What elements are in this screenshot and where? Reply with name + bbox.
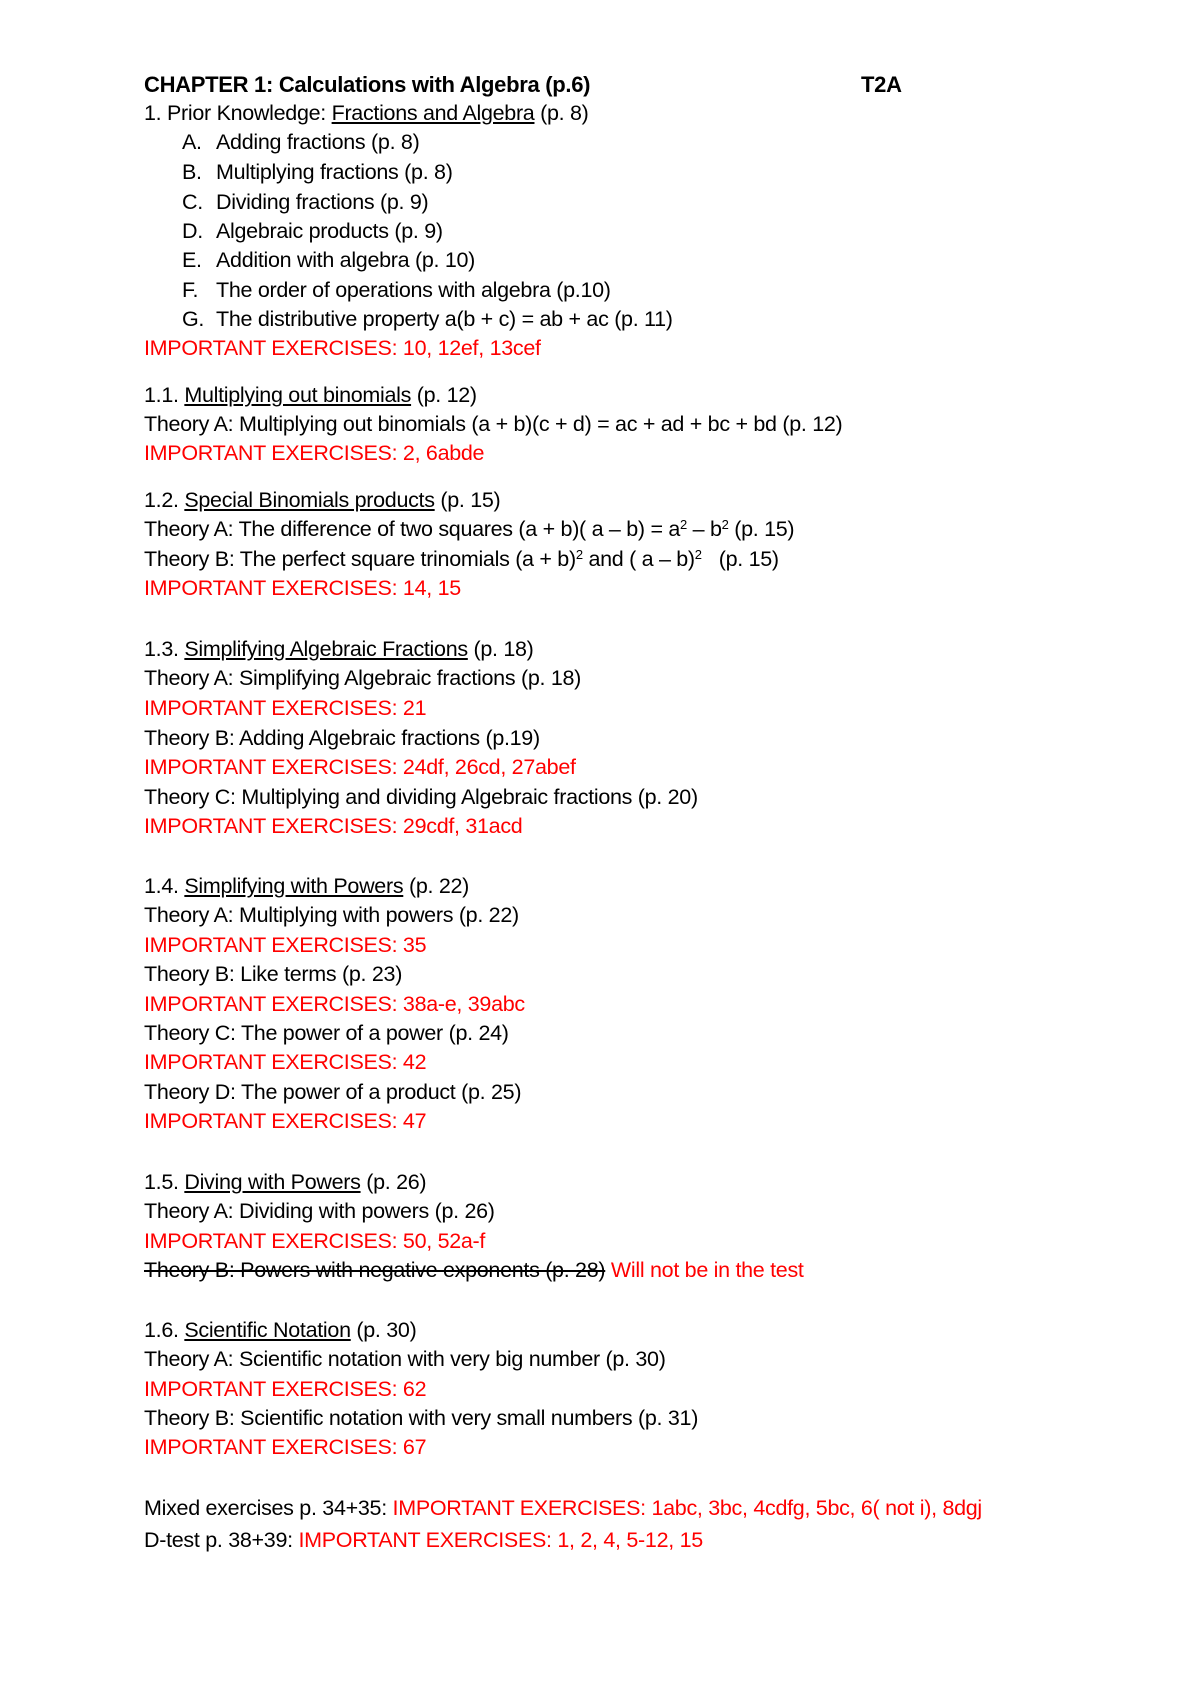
important-exercises: IMPORTANT EXERCISES: 67 xyxy=(144,1435,427,1459)
important-exercises: IMPORTANT EXERCISES: 38a-e, 39abc xyxy=(144,992,525,1016)
prior-knowledge-heading xyxy=(144,101,589,127)
section-heading-1-3 xyxy=(144,637,534,663)
list-letter: G. xyxy=(182,307,205,331)
theory-line: Theory A: Multiplying out binomials (a + b)(c + d) = ac + ad + bc + bd (p. 12) xyxy=(144,412,843,436)
important-exercises: IMPORTANT EXERCISES: 1, 2, 4, 5-12, 15 xyxy=(298,1528,703,1552)
exponent: 2 xyxy=(575,547,583,562)
important-exercises: IMPORTANT EXERCISES: 62 xyxy=(144,1377,427,1401)
list-letter: C. xyxy=(182,190,203,214)
exponent: 2 xyxy=(721,517,729,532)
section-title: Special Binomials products xyxy=(184,488,435,512)
theory-line: Theory A: Multiplying with powers (p. 22) xyxy=(144,903,519,927)
not-in-test-note: Will not be in the test xyxy=(605,1258,804,1282)
theory-line xyxy=(144,517,794,543)
prior-knowledge-page: (p. 8) xyxy=(534,101,589,125)
section-page: (p. 15) xyxy=(434,488,501,512)
important-exercises: IMPORTANT EXERCISES: 35 xyxy=(144,933,427,957)
exponent: 2 xyxy=(694,547,702,562)
d-test-line xyxy=(144,1528,703,1554)
theory-line: Theory A: Simplifying Algebraic fractions (p. 18) xyxy=(144,666,582,690)
section-heading-1-1 xyxy=(144,383,477,409)
section-heading-1-4 xyxy=(144,874,469,900)
section-page: (p. 26) xyxy=(360,1170,427,1194)
theory-line: Theory B: Adding Algebraic fractions (p.19) xyxy=(144,726,540,750)
theory-text: Theory B: The perfect square trinomials (a + b) xyxy=(144,547,576,571)
section-number: 1.1. xyxy=(144,383,185,407)
list-text: Dividing fractions (p. 9) xyxy=(216,190,429,214)
important-exercises: IMPORTANT EXERCISES: 29cdf, 31acd xyxy=(144,814,523,838)
theory-text: Theory A: The difference of two squares (a + b)( a – b) = a xyxy=(144,517,681,541)
list-text: The distributive property a(b + c) = ab + ac (p. 11) xyxy=(216,307,673,331)
theory-text: and ( a – b) xyxy=(582,547,695,571)
section-page: (p. 12) xyxy=(411,383,477,407)
list-text: Algebraic products (p. 9) xyxy=(216,219,443,243)
section-page: (p. 22) xyxy=(403,874,469,898)
important-exercises: IMPORTANT EXERCISES: 47 xyxy=(144,1109,427,1133)
d-test-label: D-test p. 38+39: xyxy=(144,1528,299,1552)
theory-line: Theory C: The power of a power (p. 24) xyxy=(144,1021,509,1045)
prior-knowledge-title: Fractions and Algebra xyxy=(331,101,535,125)
mixed-exercises-line xyxy=(144,1496,982,1522)
section-page: (p. 30) xyxy=(350,1318,417,1342)
theory-line: Theory A: Scientific notation with very big number (p. 30) xyxy=(144,1347,666,1371)
list-text: The order of operations with algebra (p.10) xyxy=(216,278,611,302)
section-heading-1-6 xyxy=(144,1318,416,1344)
theory-line xyxy=(144,547,779,573)
list-item xyxy=(182,219,443,245)
section-page: (p. 18) xyxy=(467,637,534,661)
list-item xyxy=(182,307,673,333)
list-letter: F. xyxy=(182,278,199,302)
list-text: Multiplying fractions (p. 8) xyxy=(216,160,453,184)
important-exercises: IMPORTANT EXERCISES: 21 xyxy=(144,696,427,720)
list-letter: B. xyxy=(182,160,202,184)
list-text: Adding fractions (p. 8) xyxy=(216,130,420,154)
section-heading-1-2 xyxy=(144,488,500,514)
list-letter: E. xyxy=(182,248,202,272)
section-number: 1.3. xyxy=(144,637,185,661)
important-exercises: IMPORTANT EXERCISES: 2, 6abde xyxy=(144,441,485,465)
important-exercises: IMPORTANT EXERCISES: 24df, 26cd, 27abef xyxy=(144,755,576,779)
theory-text: (p. 15) xyxy=(701,547,779,571)
theory-line: Theory B: Like terms (p. 23) xyxy=(144,962,403,986)
theory-text: (p. 15) xyxy=(728,517,795,541)
exponent: 2 xyxy=(680,517,687,532)
important-exercises: IMPORTANT EXERCISES: 1abc, 3bc, 4cdfg, 5bc, 6( not i), 8dgj xyxy=(392,1496,982,1520)
section-title: Multiplying out binomials xyxy=(184,383,412,407)
list-item xyxy=(182,278,611,304)
section-number: 1.2. xyxy=(144,488,185,512)
section-heading-1-5 xyxy=(144,1170,426,1196)
chapter-header xyxy=(144,72,1144,99)
list-letter: A. xyxy=(182,130,202,154)
section-number: 1.6. xyxy=(144,1318,185,1342)
section-title: Scientific Notation xyxy=(184,1318,351,1342)
list-text: Addition with algebra (p. 10) xyxy=(216,248,476,272)
section-title: Simplifying Algebraic Fractions xyxy=(184,637,468,661)
list-item xyxy=(182,160,453,186)
theory-line: Theory B: Scientific notation with very small numbers (p. 31) xyxy=(144,1406,699,1430)
theory-line-struck xyxy=(144,1258,804,1284)
theory-text: – b xyxy=(686,517,722,541)
important-exercises: IMPORTANT EXERCISES: 10, 12ef, 13cef xyxy=(144,336,541,360)
section-number: 1.5. xyxy=(144,1170,185,1194)
important-exercises: IMPORTANT EXERCISES: 42 xyxy=(144,1050,427,1074)
section-title: Diving with Powers xyxy=(184,1170,361,1194)
theory-line: Theory A: Dividing with powers (p. 26) xyxy=(144,1199,495,1223)
list-item xyxy=(182,130,419,156)
prior-knowledge-prefix: 1. Prior Knowledge: xyxy=(144,101,332,125)
list-letter: D. xyxy=(182,219,203,243)
chapter-title: CHAPTER 1: Calculations with Algebra (p.6) xyxy=(144,72,591,97)
list-item xyxy=(182,190,428,216)
list-item xyxy=(182,248,475,274)
struck-theory-text: Theory B: Powers with negative exponents (p. 28) xyxy=(144,1258,606,1282)
theory-line: Theory C: Multiplying and dividing Algebraic fractions (p. 20) xyxy=(144,785,698,809)
mixed-exercises-label: Mixed exercises p. 34+35: xyxy=(144,1496,393,1520)
important-exercises: IMPORTANT EXERCISES: 14, 15 xyxy=(144,576,461,600)
theory-line: Theory D: The power of a product (p. 25) xyxy=(144,1080,522,1104)
section-title: Simplifying with Powers xyxy=(184,874,404,898)
important-exercises: IMPORTANT EXERCISES: 50, 52a-f xyxy=(144,1229,486,1253)
section-number: 1.4. xyxy=(144,874,185,898)
chapter-code: T2A xyxy=(861,72,902,97)
